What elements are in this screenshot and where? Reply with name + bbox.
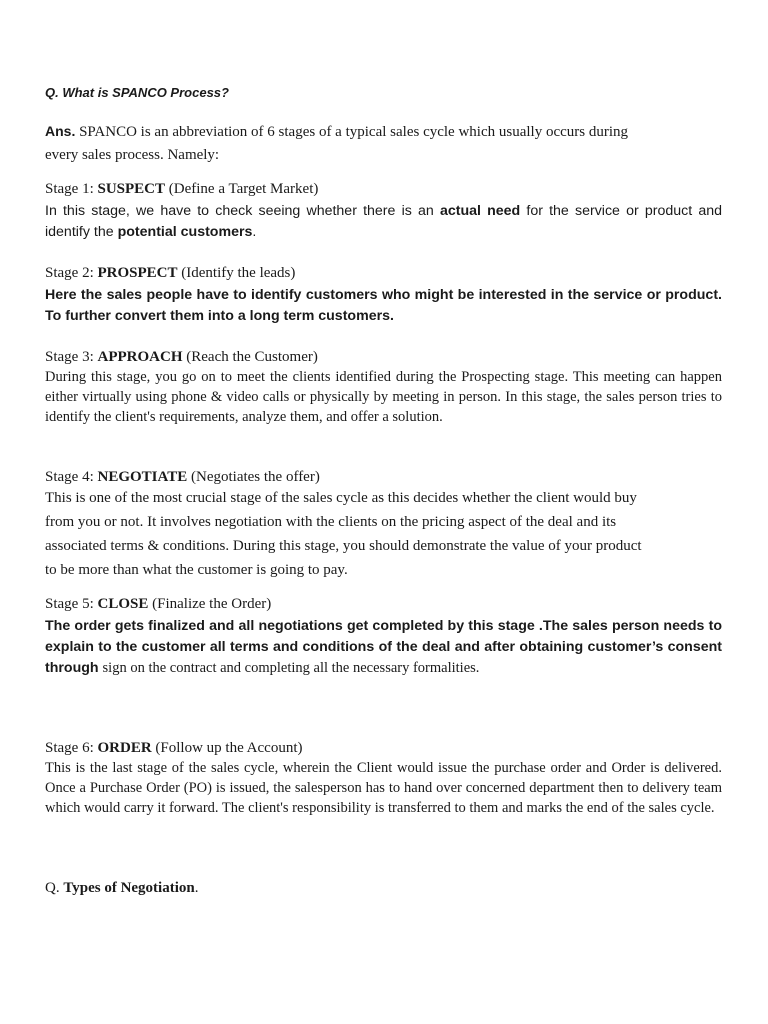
stage-5-body [45, 616, 722, 679]
stage-1-title [45, 180, 722, 199]
stage-1-text-c: for the service or product and [526, 203, 723, 219]
stage-6-desc: (Follow up the Account) [155, 740, 303, 756]
stage-4-line: associated terms & conditions. During this stage, you should demonstrate the value of your product [45, 538, 642, 554]
stage-5-desc: (Finalize the Order) [152, 596, 272, 612]
stage-6-section [45, 739, 722, 818]
stage-2-title [45, 264, 722, 283]
stage-6-name: ORDER [97, 740, 152, 756]
stage-5-plain-text: sign on the contract and completing all the necessary formalities. [102, 660, 480, 676]
stage-1-emphasis-need: actual need [439, 203, 521, 219]
stage-4-line: This is one of the most crucial stage of the sales cycle as this decides whether the client would buy [45, 490, 637, 506]
stage-2-body: Here the sales people have to identify customers who might be interested in the service or product. To further convert them into a long term customers. [45, 287, 722, 324]
stage-4-body [45, 486, 722, 582]
stage-4-line: from you or not. It involves negotiation with the clients on the pricing aspect of the deal and its [45, 514, 617, 530]
stage-6-body: This is the last stage of the sales cycle, wherein the Client would issue the purchase order and Order is delivered. Once a Purchase Order (PO) is issued, the salesperson has to hand over concerned department then to delivery team which would carry it forward. The client's responsibility is transferred to them and marks the end of the sales cycle. [45, 760, 722, 816]
stage-1-end: . [252, 224, 257, 240]
question-2-heading [45, 880, 722, 897]
stage-1-body [45, 201, 722, 243]
stage-1-desc: (Define a Target Market) [168, 181, 319, 197]
question-text: Q. What is SPANCO Process? [45, 85, 229, 100]
stage-3-prefix: Stage 3: [45, 349, 94, 365]
stage-2-name: PROSPECT [97, 265, 178, 281]
stage-4-section [45, 468, 722, 582]
stage-4-prefix: Stage 4: [45, 469, 94, 485]
stage-3-body: During this stage, you go on to meet the clients identified during the Prospecting stage. This meeting can happen either virtually using phone & video calls or physically by meeting in person. In this stage, the sales person tries to identify the client's requirements, analyze them, and offer a solution. [45, 369, 722, 425]
stage-5-name: CLOSE [97, 596, 149, 612]
stage-1-section [45, 180, 722, 243]
stage-2-desc: (Identify the leads) [181, 265, 296, 281]
question-2-title: Types of Negotiation [63, 880, 195, 896]
stage-3-title [45, 348, 722, 367]
question-2-text [45, 880, 722, 897]
stage-4-name: NEGOTIATE [97, 469, 188, 485]
answer-line-1 [45, 120, 722, 144]
stage-5-bold-text: The order gets finalized and all negotiations get completed by this stage .The sales person needs to explain to the customer all terms and conditions of the deal and after obtaining customer’s consent through [45, 618, 722, 676]
stage-1-text-d: identify the [45, 224, 114, 240]
answer-intro [45, 120, 722, 167]
stage-3-name: APPROACH [97, 349, 183, 365]
stage-4-line: to be more than what the customer is going to pay. [45, 562, 348, 578]
stage-6-title [45, 739, 722, 758]
stage-1-name: SUSPECT [97, 181, 166, 197]
stage-4-title [45, 468, 722, 487]
stage-4-desc: (Negotiates the offer) [191, 469, 320, 485]
stage-5-title [45, 595, 722, 614]
question-2-prefix: Q. [45, 880, 60, 896]
stage-5-prefix: Stage 5: [45, 596, 94, 612]
stage-1-emphasis-customers: potential customers [117, 224, 253, 240]
stage-2-section [45, 264, 722, 327]
stage-3-section [45, 348, 722, 427]
stage-1-prefix: Stage 1: [45, 181, 94, 197]
answer-text-1: SPANCO is an abbreviation of 6 stages of a typical sales cycle which usually occurs during [79, 124, 629, 140]
answer-label: Ans. [45, 123, 76, 139]
question-heading [45, 85, 722, 100]
stage-2-prefix: Stage 2: [45, 265, 94, 281]
stage-3-desc: (Reach the Customer) [186, 349, 318, 365]
question-2-end: . [194, 880, 199, 896]
stage-1-text-b: seeing whether there is an [258, 203, 434, 219]
stage-6-prefix: Stage 6: [45, 740, 94, 756]
stage-1-text-a: In this stage, we have to check [45, 203, 253, 219]
stage-5-section [45, 595, 722, 679]
answer-line-2: every sales process. Namely: [45, 147, 220, 163]
